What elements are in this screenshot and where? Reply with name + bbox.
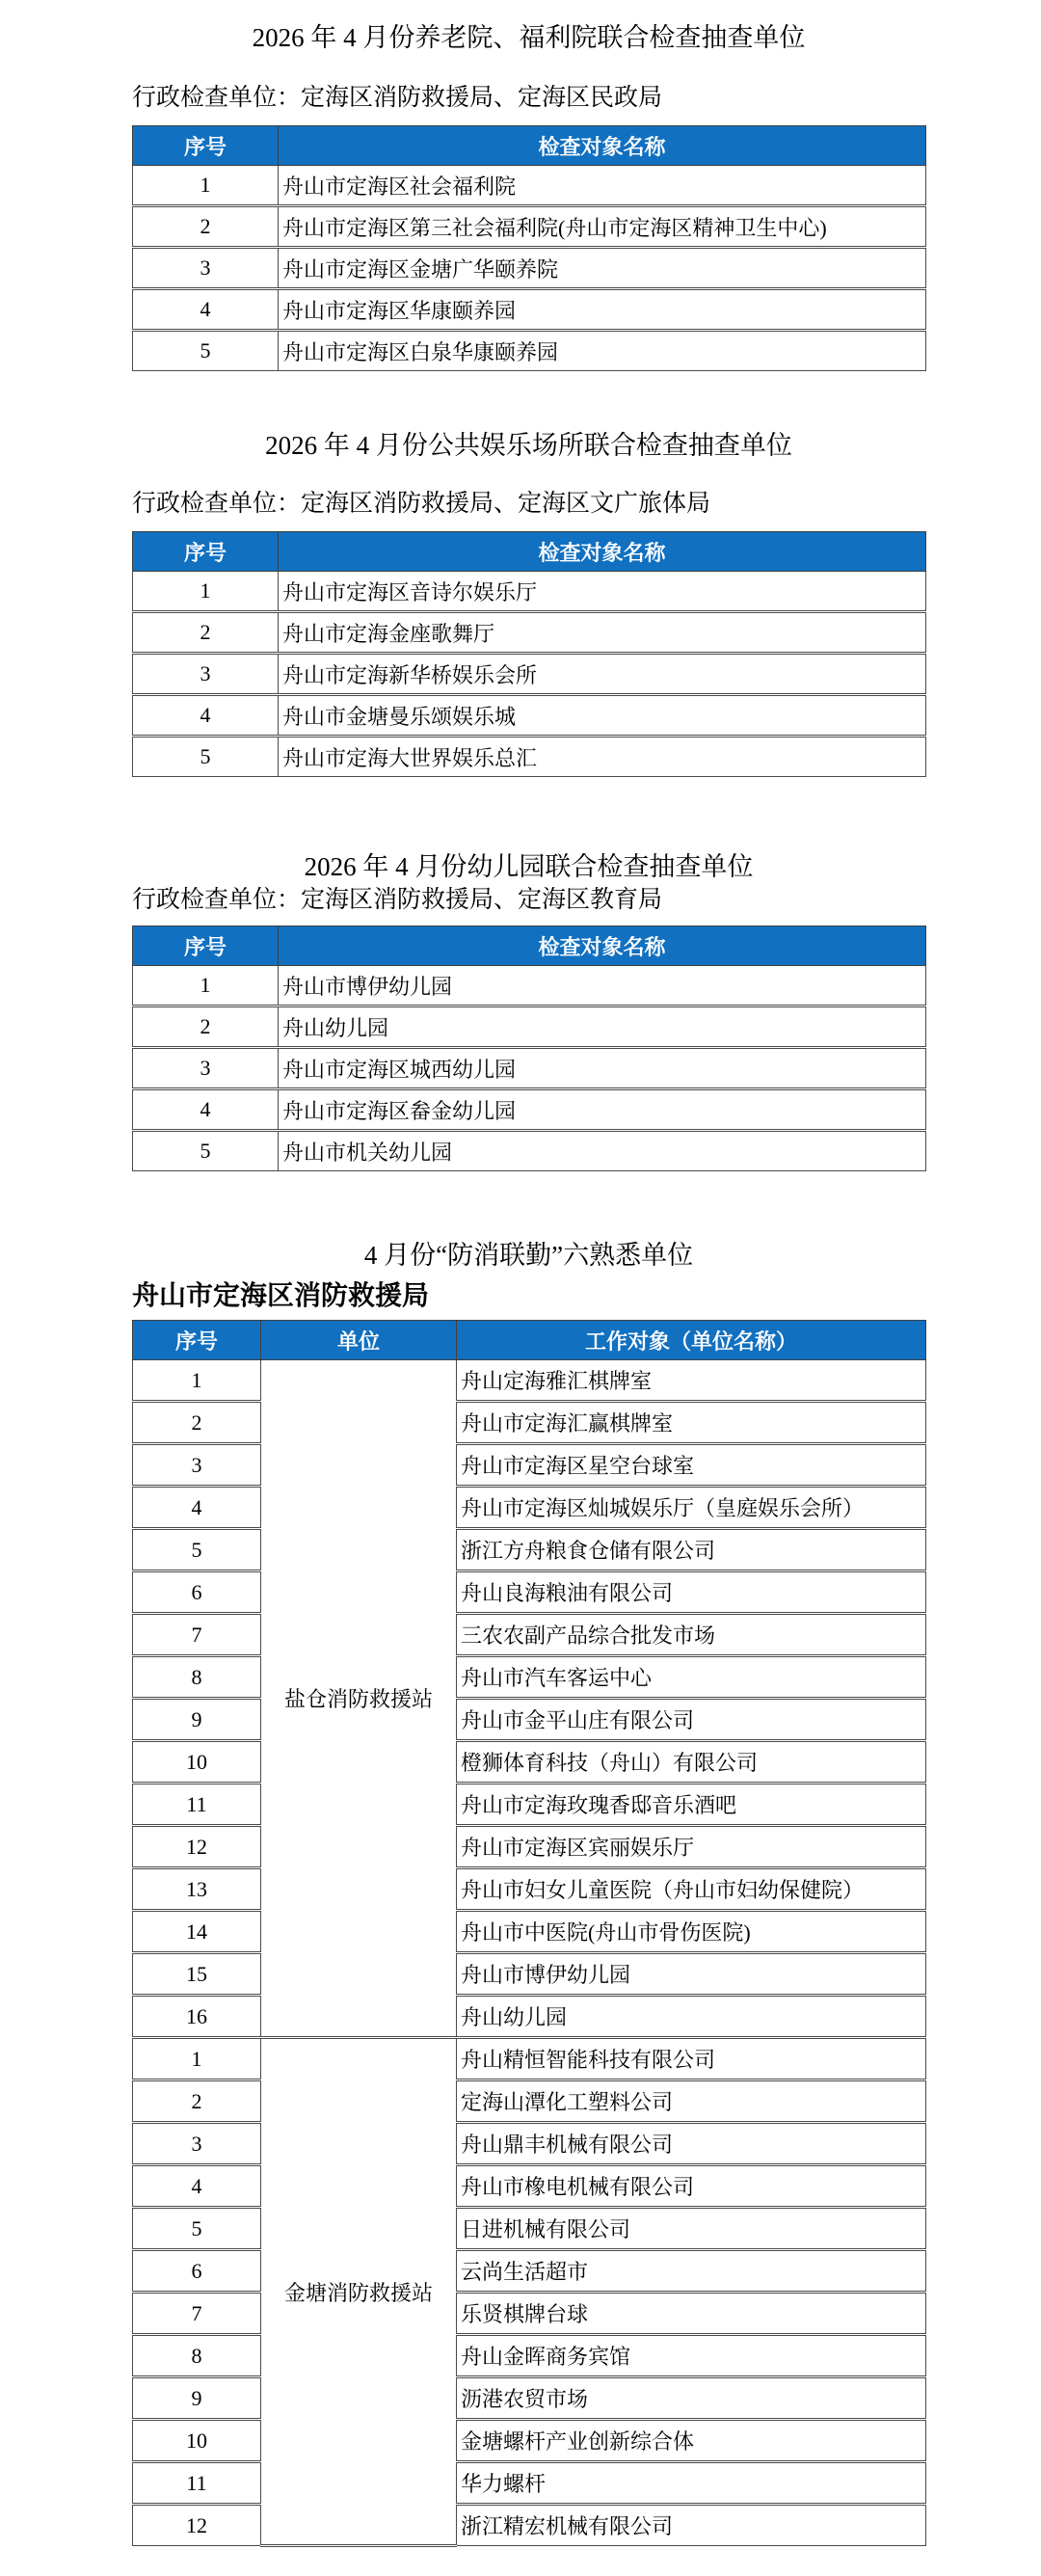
row-target-name: 舟山市定海区白泉华康颐养园: [279, 331, 926, 371]
table-row: [133, 1996, 926, 2038]
row-seq: 5: [133, 737, 279, 777]
row-target-name: 浙江精宏机械有限公司: [457, 2505, 926, 2546]
row-target-name: 三农农副产品综合批发市场: [457, 1614, 926, 1656]
table-row: [133, 2377, 926, 2420]
table-header-row: [133, 126, 926, 166]
row-target-name: 沥港农贸市场: [457, 2377, 926, 2420]
table-row: [133, 2080, 926, 2123]
column-header-target: 检查对象名称: [279, 532, 926, 572]
section-fire-familiarization: [132, 1239, 925, 2547]
row-seq: 12: [133, 2505, 261, 2546]
row-seq: 2: [133, 1006, 279, 1048]
table-row: [133, 166, 926, 206]
row-target-name: 舟山市定海区宾丽娱乐厅: [457, 1826, 926, 1868]
row-seq: 11: [133, 1784, 261, 1826]
table-row: [133, 1911, 926, 1953]
table-row: [133, 695, 926, 737]
row-seq: 5: [133, 2208, 261, 2250]
section-title: 4 月份“防消联勤”六熟悉单位: [363, 1241, 694, 1270]
table-row: [133, 1048, 926, 1089]
row-target-name: 舟山市定海新华桥娱乐会所: [279, 654, 926, 695]
row-seq: 8: [133, 1656, 261, 1699]
row-seq: 3: [133, 1048, 279, 1089]
row-target-name: 舟山市定海区第三社会福利院(舟山市定海区精神卫生中心): [279, 206, 926, 248]
row-seq: 2: [133, 1402, 261, 1444]
row-seq: 1: [133, 572, 279, 612]
table-row: [133, 2335, 926, 2377]
row-seq: 5: [133, 331, 279, 371]
section-nursing-homes: [132, 21, 925, 371]
row-target-name: 舟山幼儿园: [457, 1996, 926, 2038]
row-target-name: 舟山市定海区星空台球室: [457, 1444, 926, 1487]
row-seq: 10: [133, 2420, 261, 2462]
row-target-name: 舟山市定海区城西幼儿园: [279, 1048, 926, 1089]
row-target-name: 舟山市妇女儿童医院（舟山市妇幼保健院）: [457, 1868, 926, 1911]
column-header-target: 检查对象名称: [279, 126, 926, 166]
table-row: [133, 1402, 926, 1444]
row-target-name: 舟山市定海区金塘广华颐养院: [279, 248, 926, 289]
section-kindergartens: [132, 850, 925, 1171]
station-unit-cell: 金塘消防救援站: [261, 2038, 457, 2546]
table-row: [133, 289, 926, 331]
row-seq: 10: [133, 1741, 261, 1784]
column-header-unit: 单位: [261, 1321, 457, 1360]
table-row: [133, 1571, 926, 1614]
station-unit-cell: 盐仓消防救援站: [261, 1360, 457, 2038]
row-target-name: 舟山市汽车客运中心: [457, 1656, 926, 1699]
row-target-name: 舟山幼儿园: [279, 1006, 926, 1048]
row-target-name: 舟山市橡电机械有限公司: [457, 2165, 926, 2208]
table-row: [133, 2250, 926, 2293]
table-row: [133, 1741, 926, 1784]
section-title: 2026 年 4 月份公共娱乐场所联合检查抽查单位: [265, 431, 792, 460]
row-target-name: 舟山市中医院(舟山市骨伤医院): [457, 1911, 926, 1953]
section-subtitle: 行政检查单位：定海区消防救援局、定海区教育局: [132, 887, 663, 913]
table-row: [133, 2208, 926, 2250]
table-header-row: [133, 926, 926, 966]
table-row: [133, 1656, 926, 1699]
row-target-name: 舟山市金平山庄有限公司: [457, 1699, 926, 1741]
row-target-name: 乐贤棋牌台球: [457, 2293, 926, 2335]
row-seq: 14: [133, 1911, 261, 1953]
row-target-name: 舟山金晖商务宾馆: [457, 2335, 926, 2377]
column-header-target: 工作对象（单位名称）: [457, 1321, 926, 1360]
row-seq: 4: [133, 2165, 261, 2208]
table-header-row: [133, 532, 926, 572]
row-seq: 7: [133, 1614, 261, 1656]
row-seq: 9: [133, 1699, 261, 1741]
row-target-name: 舟山市定海玫瑰香邸音乐酒吧: [457, 1784, 926, 1826]
table-row: [133, 1360, 926, 1402]
table-row: [133, 331, 926, 371]
row-target-name: 舟山市定海区灿城娱乐厅（皇庭娱乐会所）: [457, 1487, 926, 1529]
row-target-name: 华力螺杆: [457, 2462, 926, 2505]
row-seq: 5: [133, 1529, 261, 1571]
section-entertainment-venues: [132, 429, 925, 777]
row-target-name: 舟山市定海区畚金幼儿园: [279, 1089, 926, 1131]
row-seq: 3: [133, 654, 279, 695]
row-target-name: 舟山市定海大世界娱乐总汇: [279, 737, 926, 777]
row-seq: 4: [133, 289, 279, 331]
row-seq: 1: [133, 966, 279, 1006]
inspection-table: [132, 125, 926, 371]
row-target-name: 日进机械有限公司: [457, 2208, 926, 2250]
row-target-name: 舟山市机关幼儿园: [279, 1131, 926, 1171]
column-header-seq: 序号: [133, 532, 279, 572]
table-row: [133, 1487, 926, 1529]
row-seq: 3: [133, 2123, 261, 2165]
row-seq: 2: [133, 2080, 261, 2123]
row-seq: 4: [133, 695, 279, 737]
familiarization-table: [132, 1320, 926, 2547]
row-seq: 4: [133, 1089, 279, 1131]
row-target-name: 浙江方舟粮食仓储有限公司: [457, 1529, 926, 1571]
column-header-seq: 序号: [133, 126, 279, 166]
row-target-name: 舟山良海粮油有限公司: [457, 1571, 926, 1614]
row-target-name: 橙狮体育科技（舟山）有限公司: [457, 1741, 926, 1784]
org-name: 舟山市定海区消防救援局: [132, 1280, 430, 1310]
row-target-name: 舟山市博伊幼儿园: [457, 1953, 926, 1996]
table-row: [133, 1529, 926, 1571]
section-title: 2026 年 4 月份幼儿园联合检查抽查单位: [304, 852, 754, 881]
row-target-name: 舟山市定海区音诗尔娱乐厅: [279, 572, 926, 612]
row-seq: 2: [133, 206, 279, 248]
table-row: [133, 2462, 926, 2505]
table-row: [133, 572, 926, 612]
row-seq: 5: [133, 1131, 279, 1171]
table-row: [133, 1006, 926, 1048]
row-target-name: 舟山市定海金座歌舞厅: [279, 612, 926, 654]
column-header-seq: 序号: [133, 926, 279, 966]
row-seq: 13: [133, 1868, 261, 1911]
inspection-table: [132, 531, 926, 777]
column-header-seq: 序号: [133, 1321, 261, 1360]
row-seq: 11: [133, 2462, 261, 2505]
table-row: [133, 966, 926, 1006]
table-row: [133, 1089, 926, 1131]
section-title: 2026 年 4 月份养老院、福利院联合检查抽查单位: [252, 23, 806, 52]
row-target-name: 舟山市金塘曼乐颂娱乐城: [279, 695, 926, 737]
row-target-name: 舟山精恒智能科技有限公司: [457, 2038, 926, 2080]
table-row: [133, 737, 926, 777]
table-row: [133, 1614, 926, 1656]
row-target-name: 舟山市定海区华康颐养园: [279, 289, 926, 331]
table-row: [133, 2505, 926, 2546]
section-subtitle: 行政检查单位：定海区消防救援局、定海区文广旅体局: [132, 491, 711, 517]
table-row: [133, 1953, 926, 1996]
row-target-name: 舟山定海雅汇棋牌室: [457, 1360, 926, 1402]
table-row: [133, 2038, 926, 2080]
row-seq: 8: [133, 2335, 261, 2377]
table-header-row: [133, 1321, 926, 1360]
row-target-name: 舟山市定海区社会福利院: [279, 166, 926, 206]
row-seq: 6: [133, 2250, 261, 2293]
row-seq: 6: [133, 1571, 261, 1614]
table-row: [133, 2165, 926, 2208]
table-row: [133, 1826, 926, 1868]
column-header-target: 检查对象名称: [279, 926, 926, 966]
row-seq: 4: [133, 1487, 261, 1529]
row-seq: 3: [133, 248, 279, 289]
row-seq: 2: [133, 612, 279, 654]
row-seq: 1: [133, 1360, 261, 1402]
row-target-name: 舟山鼎丰机械有限公司: [457, 2123, 926, 2165]
row-seq: 7: [133, 2293, 261, 2335]
table-row: [133, 1444, 926, 1487]
row-seq: 1: [133, 2038, 261, 2080]
table-row: [133, 1868, 926, 1911]
table-row: [133, 248, 926, 289]
document-content: [132, 21, 925, 2547]
row-seq: 15: [133, 1953, 261, 1996]
table-row: [133, 2293, 926, 2335]
table-row: [133, 206, 926, 248]
row-target-name: 金塘螺杆产业创新综合体: [457, 2420, 926, 2462]
table-row: [133, 1131, 926, 1171]
row-target-name: 定海山潭化工塑料公司: [457, 2080, 926, 2123]
row-seq: 1: [133, 166, 279, 206]
inspection-table: [132, 926, 926, 1171]
row-seq: 3: [133, 1444, 261, 1487]
row-seq: 9: [133, 2377, 261, 2420]
table-row: [133, 2123, 926, 2165]
row-seq: 12: [133, 1826, 261, 1868]
row-target-name: 舟山市定海汇赢棋牌室: [457, 1402, 926, 1444]
table-row: [133, 1784, 926, 1826]
table-row: [133, 654, 926, 695]
table-row: [133, 612, 926, 654]
row-target-name: 云尚生活超市: [457, 2250, 926, 2293]
section-subtitle: 行政检查单位：定海区消防救援局、定海区民政局: [132, 85, 663, 111]
table-row: [133, 1699, 926, 1741]
table-row: [133, 2420, 926, 2462]
row-target-name: 舟山市博伊幼儿园: [279, 966, 926, 1006]
row-seq: 16: [133, 1996, 261, 2038]
